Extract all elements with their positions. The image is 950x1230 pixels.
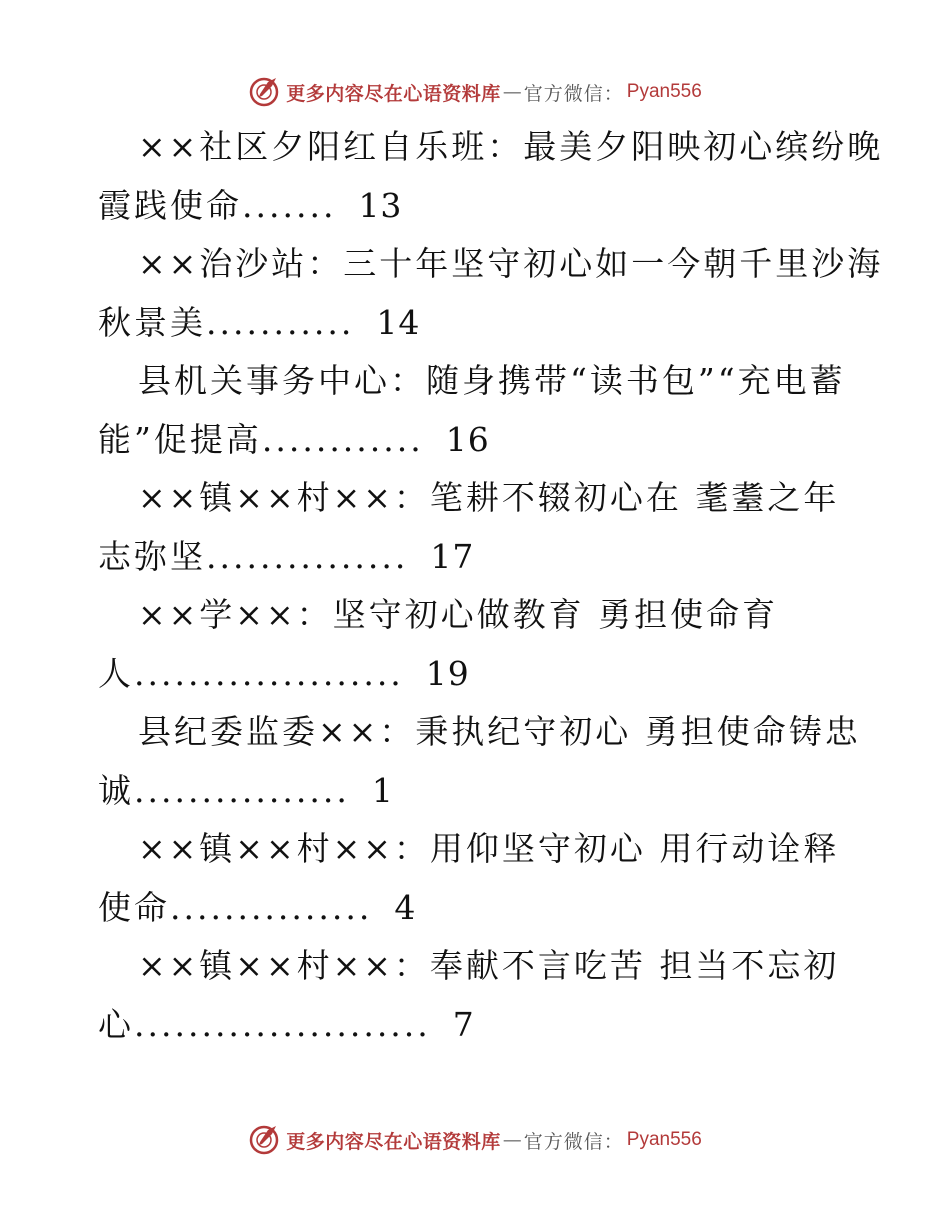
toc-entry-title-line2 <box>98 762 858 821</box>
toc-entry-page-number: 4 <box>394 887 417 927</box>
watermark-wechat-id: Pyan556 <box>626 81 702 102</box>
toc-entry[interactable] <box>98 352 858 469</box>
toc-entry-title-line2 <box>98 411 858 470</box>
toc-entry[interactable] <box>98 586 858 703</box>
footer-watermark <box>0 1120 950 1160</box>
toc-entry[interactable] <box>98 937 858 1054</box>
toc-entry-title-line1: 县纪委监委××：秉执纪守初心 勇担使命铸忠 <box>138 712 861 751</box>
watermark-dash: — <box>502 1129 522 1151</box>
toc-entry-title-line2 <box>98 996 858 1055</box>
watermark-official: 官方微信 <box>523 82 604 105</box>
toc-entry[interactable] <box>98 703 861 820</box>
toc-entry-leader: 心...................... <box>98 1004 431 1044</box>
toc-entry-leader: 使命............... <box>98 887 373 927</box>
toc-entry-title-line2 <box>98 879 858 938</box>
toc-entry-page-number: 13 <box>358 185 403 225</box>
toc-entry[interactable] <box>98 469 858 586</box>
toc-entry-leader: 秋景美........... <box>98 302 355 342</box>
toc-entry-leader: 人.................... <box>98 653 404 693</box>
toc-entry-title-line2 <box>98 528 858 587</box>
watermark-brand: 更多内容尽在心语资料库 <box>286 1130 501 1153</box>
toc-entry-title-line1: ××学××：坚守初心做教育 勇担使命育 <box>138 595 779 634</box>
toc-entry[interactable] <box>98 118 884 235</box>
toc-entry-page-number: 1 <box>371 770 394 810</box>
toc-entry[interactable] <box>98 235 884 352</box>
toc-entry-title-line1: ××社区夕阳红自乐班：最美夕阳映初心缤纷晚 <box>138 127 884 166</box>
toc-entry-page-number: 7 <box>452 1004 475 1044</box>
toc-entry-page-number: 16 <box>445 419 490 459</box>
toc-entry-leader: 霞践使命....... <box>98 185 337 225</box>
brush-logo-icon <box>248 76 280 108</box>
toc-entry[interactable] <box>98 820 858 937</box>
watermark-brand: 更多内容尽在心语资料库 <box>286 82 501 105</box>
watermark-separator: ： <box>603 1130 623 1153</box>
header-watermark <box>0 72 950 112</box>
toc-entry-page-number: 19 <box>425 653 470 693</box>
toc-entry-title-line2 <box>98 177 858 236</box>
toc-entry-leader: 志弥坚............... <box>98 536 409 576</box>
toc-entry-title-line2 <box>98 294 858 353</box>
table-of-contents <box>98 118 884 1054</box>
toc-entry-leader: 能”促提高............ <box>98 419 424 459</box>
watermark-wechat-id: Pyan556 <box>626 1129 702 1150</box>
toc-entry-leader: 诚................ <box>98 770 350 810</box>
toc-entry-title-line1: ××治沙站：三十年坚守初心如一今朝千里沙海 <box>138 244 884 283</box>
watermark-separator: ： <box>603 82 623 105</box>
brush-logo-icon <box>248 1124 280 1156</box>
toc-entry-title-line1: ××镇××村××：笔耕不辍初心在 耄耋之年 <box>138 478 840 517</box>
toc-entry-title-line1: ××镇××村××：用仰坚守初心 用行动诠释 <box>138 829 840 868</box>
toc-entry-page-number: 14 <box>376 302 421 342</box>
toc-entry-page-number: 17 <box>430 536 475 576</box>
watermark-official: 官方微信 <box>523 1130 604 1153</box>
toc-entry-title-line1: ××镇××村××：奉献不言吃苦 担当不忘初 <box>138 946 840 985</box>
toc-entry-title-line1: 县机关事务中心：随身携带“读书包”“充电蓄 <box>138 361 846 400</box>
watermark-dash: — <box>502 81 522 103</box>
toc-entry-title-line2 <box>98 645 858 704</box>
